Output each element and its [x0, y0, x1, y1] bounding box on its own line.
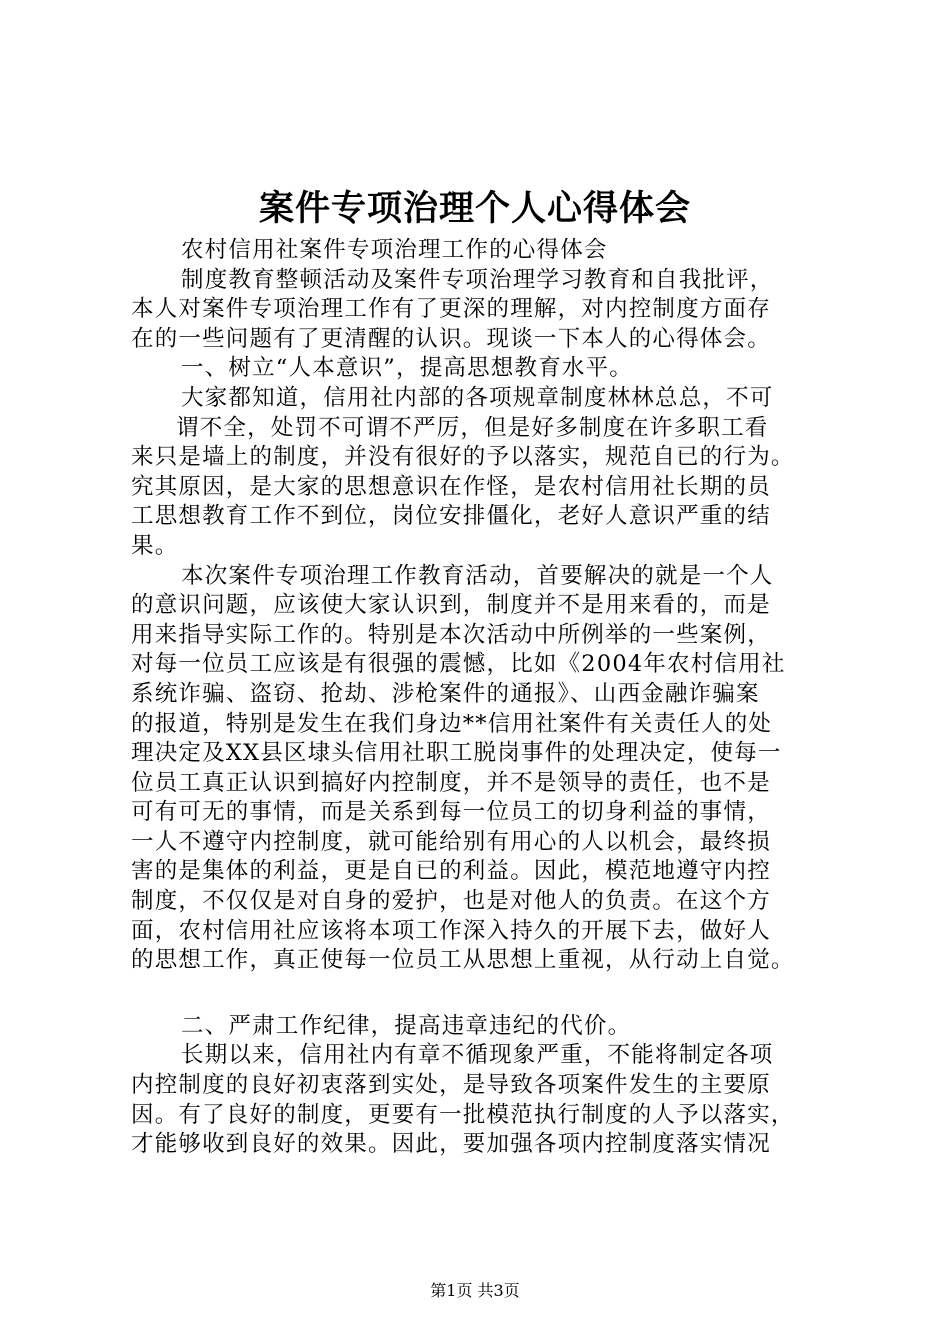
text-line: 理决定及XX县区埭头信用社职工脱岗事件的处理决定，使每一	[131, 740, 782, 767]
text-line: 的思想工作，真正使每一位员工从思想上重视，从行动上自觉。	[131, 947, 795, 974]
page-number-footer: 第1页 共3页	[430, 1281, 520, 1300]
text-line: 在的一些问题有了更清醒的认识。现谈一下本人的心得体会。	[131, 325, 771, 352]
text-line: 大家都知道，信用社内部的各项规章制度林林总总，不可	[181, 384, 774, 411]
text-line: 农村信用社案件专项治理工作的心得体会	[181, 237, 608, 263]
text-line: 才能够收到良好的效果。因此，要加强各项内控制度落实情况	[131, 1131, 771, 1158]
text-line: 工思想教育工作不到位，岗位安排僵化，老好人意识严重的结	[131, 503, 771, 530]
section-heading: 二、严肃工作纪律，提高违章违纪的代价。	[181, 1012, 632, 1039]
text-line: 位员工真正认识到搞好内控制度，并不是领导的责任，也不是	[131, 769, 771, 796]
text-line: 内控制度的良好初衷落到实处，是导致各项案件发生的主要原	[131, 1072, 771, 1099]
text-line: 面，农村信用社应该将本项工作深入持久的开展下去，做好人	[131, 917, 771, 944]
text-line: 制度，不仅仅是对自身的爱护，也是对他人的负责。在这个方	[131, 888, 771, 915]
document-title: 案件专项治理个人心得体会	[258, 188, 691, 229]
text-line: 究其原因，是大家的思想意识在作怪，是农村信用社长期的员	[131, 473, 771, 500]
text-line: 的意识问题，应该使大家认识到，制度并不是用来看的，而是	[131, 592, 771, 619]
text-line: 来只是墙上的制度，并没有很好的予以落实，规范自已的行为。	[131, 444, 795, 471]
text-line: 可有可无的事情，而是关系到每一位员工的切身利益的事情，	[131, 799, 771, 826]
text-line: 因。有了良好的制度，更要有一批模范执行制度的人予以落实，	[131, 1101, 795, 1128]
text-line: 长期以来，信用社内有章不循现象严重，不能将制定各项	[181, 1042, 774, 1069]
text-line: 害的是集体的利益，更是自已的利益。因此，模范地遵守内控	[131, 858, 771, 885]
text-line: 制度教育整顿活动及案件专项治理学习教育和自我批评，	[181, 266, 774, 293]
document-body	[131, 236, 851, 1160]
text-line: 谓不全，处罚不可谓不严厉，但是好多制度在许多职工看	[176, 414, 769, 441]
text-line: 果。	[131, 532, 179, 559]
text-line: 系统诈骗、盗窃、抢劫、涉枪案件的通报》、山西金融诈骗案	[131, 680, 760, 707]
text-line: 对每一位员工应该是有很强的震憾，比如《2004年农村信用社	[131, 651, 786, 678]
text-line: 一人不遵守内控制度，就可能给别有用心的人以机会，最终损	[131, 828, 771, 855]
text-line: 用来指导实际工作的。特别是本次活动中所例举的一些案例，	[131, 621, 771, 648]
text-line: 本次案件专项治理工作教育活动，首要解决的就是一个人	[181, 562, 774, 589]
section-heading: 一、树立“人本意识”，提高思想教育水平。	[181, 355, 634, 382]
text-line: 本人对案件专项治理工作有了更深的理解，对内控制度方面存	[131, 296, 771, 323]
paragraph-gap	[131, 976, 851, 1012]
text-line: 的报道，特别是发生在我们身边**信用社案件有关责任人的处	[131, 710, 773, 737]
